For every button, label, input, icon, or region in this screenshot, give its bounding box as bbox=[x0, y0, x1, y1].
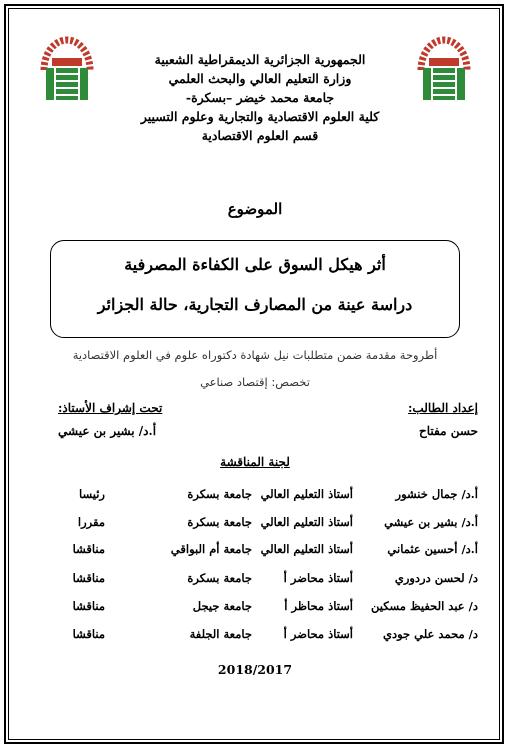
committee-title: لجنة المناقشة bbox=[220, 455, 290, 469]
thesis-note: أطروحة مقدمة ضمن متطلبات نيل شهادة دكتوراه علوم في العلوم الاقتصادية bbox=[72, 348, 438, 362]
header-faculty: كلية العلوم الاقتصادية والتجارية وعلوم التسيير bbox=[140, 109, 380, 124]
member-name: أ.د/ جمال خنشور bbox=[395, 487, 478, 501]
supervisor-name: أ.د/ بشير بن عيشي bbox=[58, 424, 157, 438]
thesis-title: أثر هيكل السوق على الكفاءة المصرفية bbox=[124, 255, 386, 274]
member-role: مناقشا bbox=[72, 542, 105, 556]
member-name: د/ لحسن دردوري bbox=[394, 571, 478, 585]
university-logo-right bbox=[415, 30, 473, 104]
member-name: د/ عبد الحفيظ مسكين bbox=[370, 599, 478, 613]
committee-row bbox=[0, 515, 510, 535]
member-name: د/ محمد علي جودي bbox=[382, 627, 478, 641]
committee-row bbox=[0, 542, 510, 562]
header-ministry: وزارة التعليم العالي والبحث العلمي bbox=[168, 71, 352, 86]
member-university: جامعة بسكرة bbox=[187, 487, 252, 501]
student-name: حسن مفتاح bbox=[419, 424, 478, 438]
member-name: أ.د/ أحسين عثماني bbox=[387, 542, 478, 556]
student-label: إعداد الطالب: bbox=[407, 401, 478, 415]
header-republic: الجمهورية الجزائرية الديمقراطية الشعبية bbox=[154, 52, 366, 67]
header-department: قسم العلوم الاقتصادية bbox=[201, 128, 319, 143]
member-rank: أستاذ التعليم العالي bbox=[260, 542, 353, 556]
university-logo-left bbox=[38, 30, 96, 104]
member-role: مقررا bbox=[77, 515, 105, 529]
member-role: مناقشا bbox=[72, 571, 105, 585]
member-rank: أستاذ محاظر أ bbox=[284, 599, 353, 613]
committee-row bbox=[0, 599, 510, 619]
member-university: جامعة بسكرة bbox=[187, 571, 252, 585]
academic-year: 2018/2017 bbox=[217, 662, 293, 677]
member-university: جامعة أم البواقي bbox=[170, 542, 252, 556]
member-role: مناقشا bbox=[72, 627, 105, 641]
member-rank: أستاذ محاضر أ bbox=[283, 627, 353, 641]
member-university: جامعة الجلفة bbox=[189, 627, 252, 641]
member-name: أ.د/ بشير بن عيشي bbox=[384, 515, 478, 529]
member-role: رئيسا bbox=[79, 487, 105, 501]
committee-row bbox=[0, 487, 510, 507]
header-university: جامعة محمد خيضر –بسكرة- bbox=[185, 90, 335, 105]
supervisor-label: تحت إشراف الأستاذ: bbox=[58, 401, 163, 415]
thesis-title-box bbox=[50, 240, 460, 338]
member-role: مناقشا bbox=[72, 599, 105, 613]
member-rank: أستاذ التعليم العالي bbox=[260, 487, 353, 501]
thesis-subtitle: دراسة عينة من المصارف التجارية، حالة الجزائر bbox=[97, 295, 413, 314]
member-university: جامعة جيجل bbox=[192, 599, 252, 613]
member-rank: أستاذ التعليم العالي bbox=[260, 515, 353, 529]
institution-header bbox=[130, 50, 390, 145]
subject-label: الموضوع bbox=[227, 200, 283, 218]
committee-row bbox=[0, 571, 510, 591]
specialization: تخصص: إقتصاد صناعي bbox=[200, 375, 310, 389]
member-rank: أستاذ محاضر أ bbox=[283, 571, 353, 585]
committee-row bbox=[0, 627, 510, 647]
member-university: جامعة بسكرة bbox=[187, 515, 252, 529]
